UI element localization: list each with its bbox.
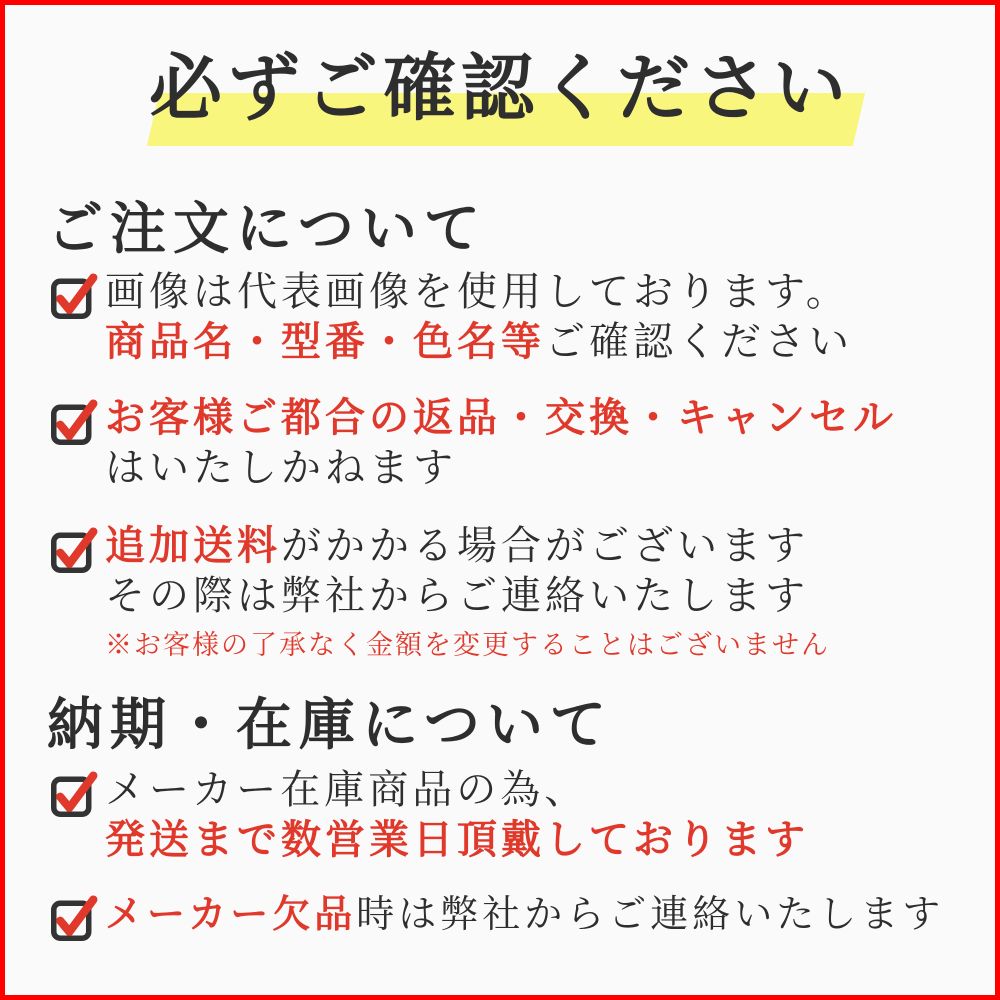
notice-text: ご確認ください (545, 319, 853, 365)
notice-item (51, 765, 809, 865)
checkbox-checked-icon (51, 527, 97, 573)
notice-text-emphasis: 商品名・型番・色名等 (105, 318, 545, 365)
notice-line (105, 267, 853, 317)
notice-text-emphasis: 発送まで数営業日頂戴しております (105, 816, 809, 863)
checkbox-checked-icon (51, 895, 97, 941)
notice-item (51, 889, 944, 941)
notice-footnote: ※お客様の了承なく金額を変更することはございません (105, 630, 830, 661)
notice-line (105, 443, 897, 493)
notice-text-emphasis: メーカー欠品 (105, 891, 357, 936)
notice-item (51, 267, 853, 367)
notice-line (105, 521, 830, 571)
section-heading-orders: ご注文について (47, 196, 487, 262)
checkbox-checked-icon (51, 273, 97, 319)
notice-line (105, 571, 830, 621)
page-title: 必ずご確認ください (149, 45, 851, 131)
notice-text: はいたしかねます (105, 445, 457, 491)
notice-item (51, 521, 830, 662)
notice-item (51, 393, 897, 493)
notice-line (105, 765, 809, 815)
checkbox-checked-icon (51, 399, 97, 445)
notice-text: 時は弊社からご連絡いたします (356, 892, 945, 936)
title-section (5, 5, 995, 165)
notice-line (105, 815, 809, 865)
notice-text: 画像は代表画像を使用しております。 (105, 269, 850, 315)
notice-line (105, 889, 944, 939)
notice-text-emphasis: お客様ご都合の返品・交換・キャンセル (105, 394, 897, 441)
notice-text-emphasis: 追加送料 (105, 522, 281, 569)
notice-line (105, 393, 897, 443)
notice-text: メーカー在庫商品の為、 (105, 767, 589, 813)
checkbox-checked-icon (51, 771, 97, 817)
section-heading-delivery-stock: 納期・在庫について (47, 692, 613, 758)
notice-text: その際は弊社からご連絡いたします (105, 573, 809, 619)
notice-line (105, 317, 853, 367)
notice-text: がかかる場合がございます (281, 523, 809, 569)
